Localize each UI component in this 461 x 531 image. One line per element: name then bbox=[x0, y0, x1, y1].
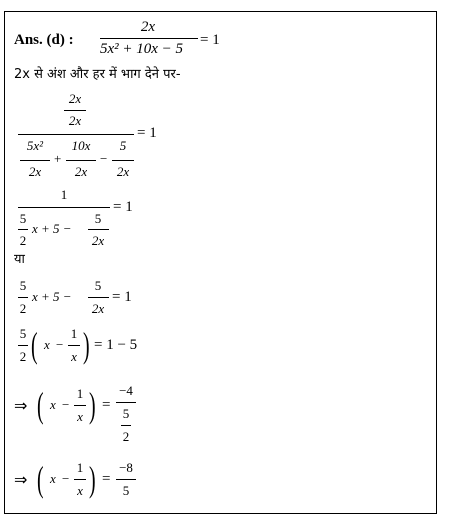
term1-numerator: 5x² bbox=[26, 138, 44, 153]
step4-f-numerator: 5 bbox=[19, 326, 27, 341]
right-paren: ) bbox=[83, 325, 90, 365]
main-fraction-bar bbox=[18, 207, 110, 208]
step5-x: x bbox=[50, 397, 56, 412]
step4-g-denominator: x bbox=[71, 349, 77, 364]
step3-f1-denominator: 2 bbox=[19, 301, 27, 316]
step6-g-denominator: x bbox=[77, 483, 83, 498]
step5-minus: − bbox=[62, 397, 70, 412]
step3-f2-denominator: 2x bbox=[91, 301, 105, 316]
step3-middle: x + 5 − bbox=[32, 289, 72, 304]
fraction-bar bbox=[18, 229, 28, 230]
fraction-bar bbox=[18, 345, 28, 346]
fraction-bar bbox=[68, 345, 80, 346]
eq1-denominator: 5x² + 10x − 5 bbox=[100, 41, 184, 57]
step1-top-numerator: 2x bbox=[68, 91, 82, 106]
step2-numerator: 1 bbox=[60, 187, 68, 202]
implies-arrow: ⇒ bbox=[14, 396, 28, 415]
step2-rhs: = 1 bbox=[113, 199, 133, 215]
plus-sign: + bbox=[54, 151, 62, 166]
fraction-bar bbox=[116, 479, 136, 480]
step5-result-den-denominator: 2 bbox=[122, 429, 130, 444]
term1-denominator: 2x bbox=[28, 164, 42, 179]
fraction-bar bbox=[64, 110, 86, 111]
or-text: या bbox=[14, 252, 25, 267]
step3-f2-numerator: 5 bbox=[94, 278, 102, 293]
step3-f1-numerator: 5 bbox=[19, 278, 27, 293]
minus-sign: − bbox=[100, 151, 108, 166]
fraction-bar bbox=[88, 229, 109, 230]
left-paren: ( bbox=[31, 325, 38, 365]
step6-x: x bbox=[50, 471, 56, 486]
step6-equals: = bbox=[102, 471, 111, 487]
step6-g-numerator: 1 bbox=[76, 460, 84, 475]
instruction-text: 2x से अंश और हर में भाग देने पर- bbox=[14, 67, 181, 82]
step6-minus: − bbox=[62, 471, 70, 486]
fraction-bar bbox=[20, 160, 50, 161]
left-paren: ( bbox=[37, 385, 44, 425]
fraction-bar bbox=[74, 479, 86, 480]
implies-arrow: ⇒ bbox=[14, 470, 28, 489]
fraction-bar bbox=[100, 38, 198, 39]
step4-rhs: = 1 − 5 bbox=[94, 337, 138, 353]
eq1-numerator: 2x bbox=[140, 19, 156, 35]
term3-numerator: 5 bbox=[119, 138, 127, 153]
step5-equals: = bbox=[102, 397, 111, 413]
term3-denominator: 2x bbox=[116, 164, 130, 179]
fraction-bar bbox=[74, 405, 86, 406]
step2-middle: x + 5 − bbox=[32, 221, 72, 236]
step5-g-denominator: x bbox=[77, 409, 83, 424]
right-paren: ) bbox=[89, 385, 96, 425]
fraction-bar bbox=[88, 297, 109, 298]
step2-f2-denominator: 2x bbox=[91, 233, 105, 248]
step4-g-numerator: 1 bbox=[70, 326, 78, 341]
step4-minus: − bbox=[56, 337, 64, 352]
step4-f-denominator: 2 bbox=[19, 349, 27, 364]
step4-x: x bbox=[44, 337, 50, 352]
step1-rhs: = 1 bbox=[137, 125, 157, 141]
answer-box bbox=[4, 11, 437, 514]
step6-result-denominator: 5 bbox=[122, 483, 130, 498]
main-fraction-bar bbox=[18, 134, 134, 135]
right-paren: ) bbox=[89, 459, 96, 499]
term2-numerator: 10x bbox=[71, 138, 91, 153]
step5-result-numerator: −4 bbox=[119, 383, 133, 398]
step6-result-numerator: −8 bbox=[119, 460, 133, 475]
step2-f2-numerator: 5 bbox=[94, 211, 102, 226]
step1-top-denominator: 2x bbox=[68, 113, 82, 128]
main-fraction-bar bbox=[116, 402, 136, 403]
step3-rhs: = 1 bbox=[112, 289, 132, 305]
left-paren: ( bbox=[37, 459, 44, 499]
fraction-bar bbox=[112, 160, 134, 161]
fraction-bar bbox=[121, 425, 131, 426]
step5-g-numerator: 1 bbox=[76, 386, 84, 401]
term2-denominator: 2x bbox=[74, 164, 88, 179]
eq1-rhs: = 1 bbox=[200, 32, 220, 48]
fraction-bar bbox=[66, 160, 96, 161]
step2-f1-denominator: 2 bbox=[19, 233, 27, 248]
step5-result-den-numerator: 5 bbox=[122, 406, 130, 421]
fraction-bar bbox=[18, 297, 28, 298]
step2-f1-numerator: 5 bbox=[19, 211, 27, 226]
answer-label: Ans. (d) : bbox=[14, 32, 74, 48]
